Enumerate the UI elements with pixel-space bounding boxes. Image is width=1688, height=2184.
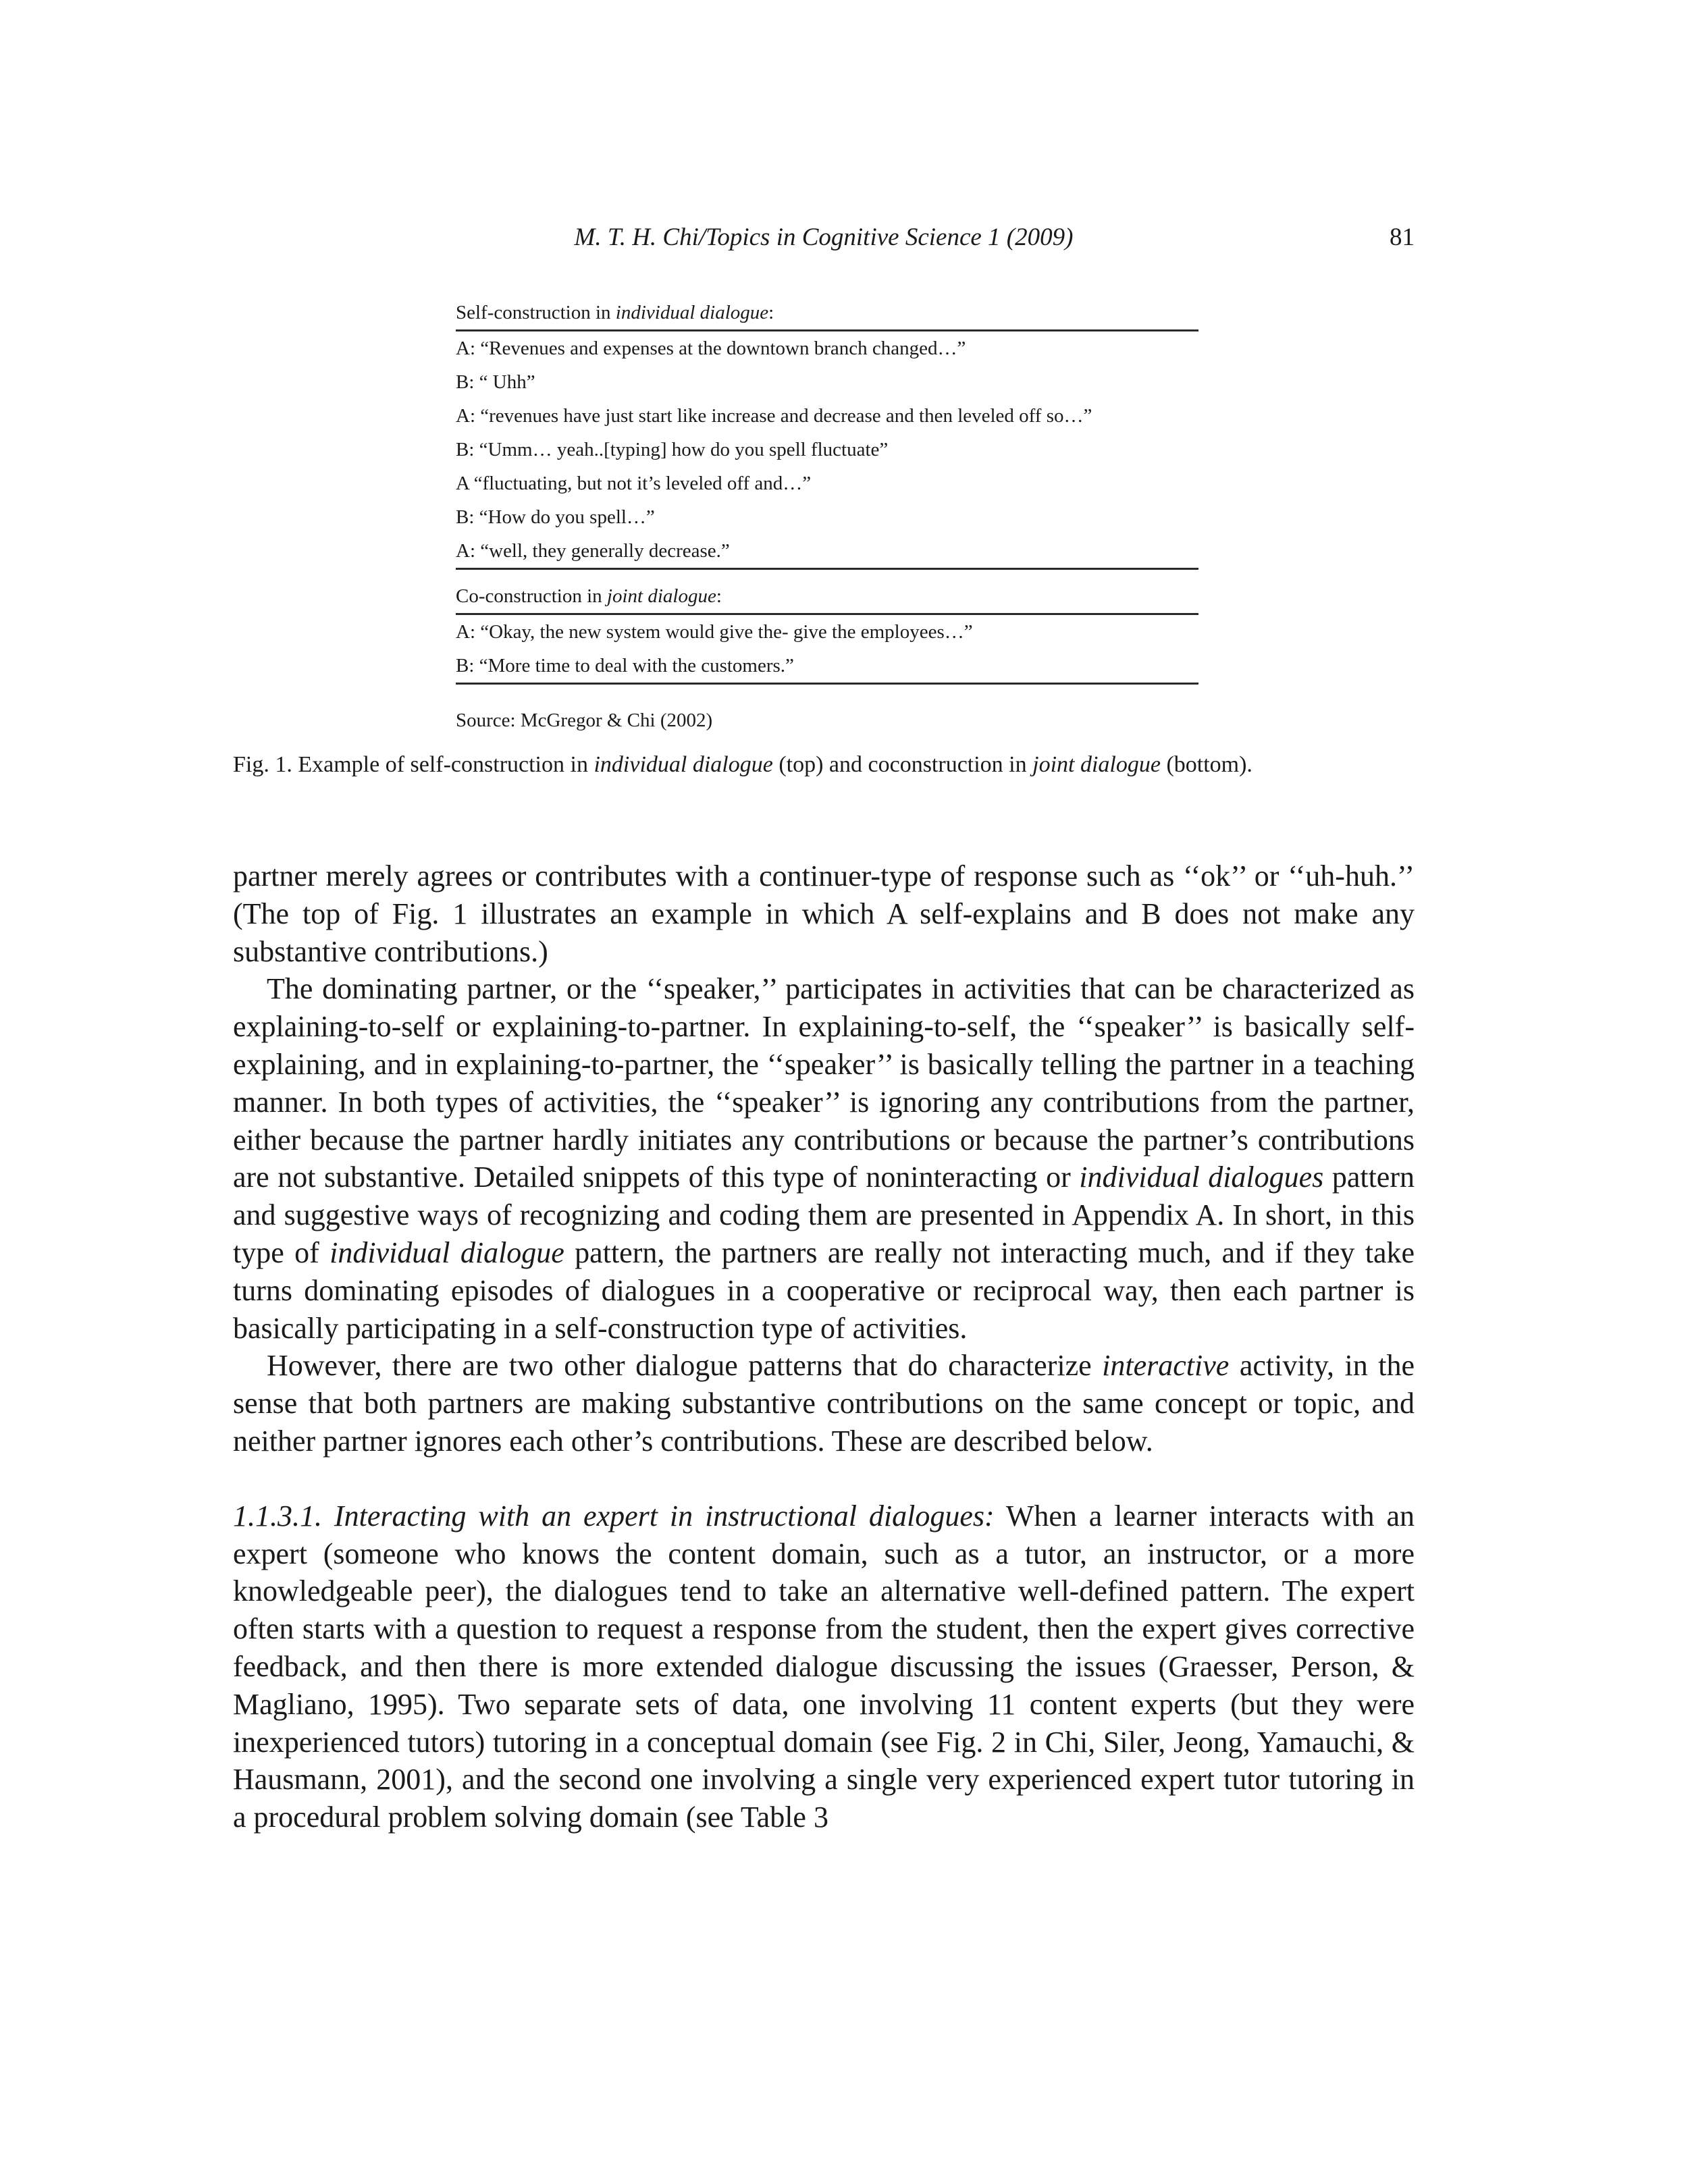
paragraph: partner merely agrees or contributes with a continuer-type of response such as ‘‘ok’’ or ‘‘uh-huh.’’ (The top of Fig. 1 illustrates an example in which A self-explains and B does not make any substantive contributions.) [233,859,1415,968]
figure-caption: Fig. 1. Example of self-construction in individual dialogue (top) and coconstruction in joint dialogue (bottom). [233,752,1252,777]
dialogue-line: B: “How do you spell…” [456,506,655,528]
dialogue-line: B: “Umm… yeah..[typing] how do you spell fluctuate” [456,439,889,460]
dialogue-line: B: “ Uhh” [456,371,535,393]
individual-dialogue-title: Self-construction in individual dialogue: [456,302,774,323]
dialogue-line: A: “Revenues and expenses at the downtown branch changed…” [456,338,966,359]
running-head [233,223,1415,257]
paragraph: 1.1.3.1. Interacting with an expert in instructional dialogues: When a learner interacts with an expert (someone who knows the content domain, such as a tutor, an instructor, or a more knowledgeable peer), the dialogues tend to take an alternative well-defined pattern. The expert often starts with a question to request a response from the student, then the expert gives corrective feedback, and then there is more extended dialogue discussing the issues (Graesser, Person, & Magliano, 1995). Two separate sets of data, one involving 11 content experts (but they were inexperienced tutors) tutoring in a conceptual domain (see Fig. 2 in Chi, Siler, Jeong, Yamauchi, & Hausmann, 2001), and the second one involving a single very experienced expert tutor tutoring in a procedural problem solving domain (see Table 3 [233,1499,1415,1834]
joint-dialogue-title: Co-construction in joint dialogue: [456,585,722,607]
section-heading: 1.1.3.1. Interacting with an expert in instructional dialogues: [233,1499,995,1533]
dialogue-line: B: “More time to deal with the customers.” [456,655,794,676]
figure-rule [456,683,1198,685]
dialogue-line: A: “well, they generally decrease.” [456,540,730,562]
dialogue-line: A “fluctuating, but not it’s leveled off and…” [456,473,812,494]
body-text [233,857,1415,1836]
paragraph: The dominating partner, or the ‘‘speaker,’’ participates in activities that can be characterized as explaining-to-self or explaining-to-partner. In explaining-to-self, the ‘‘speaker’’ is basically self-explaining, and in explaining-to-partner, the ‘‘speaker’’ is basically telling the partner in a teaching manner. In both types of activities, the ‘‘speaker’’ is ignoring any contributions from the partner, either because the partner hardly initiates any contributions or because the partner’s contributions are not substantive. Detailed snippets of this type of noninteracting or individual dialogues pattern and suggestive ways of recognizing and coding them are presented in Appendix A. In short, in this type of individual dialogue pattern, the partners are really not interacting much, and if they take turns dominating episodes of dialogues in a cooperative or reciprocal way, then each partner is basically participating in a self-construction type of activities. [233,972,1415,1345]
dialogue-line: A: “Okay, the new system would give the- give the employees…” [456,621,973,643]
running-head-title: M. T. H. Chi/Topics in Cognitive Science 1 (2009) [574,223,1074,251]
dialogue-line: A: “revenues have just start like increase and decrease and then leveled off so…” [456,405,1092,427]
figure-1 [456,296,1198,737]
paragraph: However, there are two other dialogue patterns that do characterize interactive activity, in the sense that both partners are making substantive contributions on the same concept or topic, and neither partner ignores each other’s contributions. These are described below. [233,1349,1415,1458]
page-number: 81 [1390,223,1415,251]
figure-source: Source: McGregor & Chi (2002) [456,710,713,731]
